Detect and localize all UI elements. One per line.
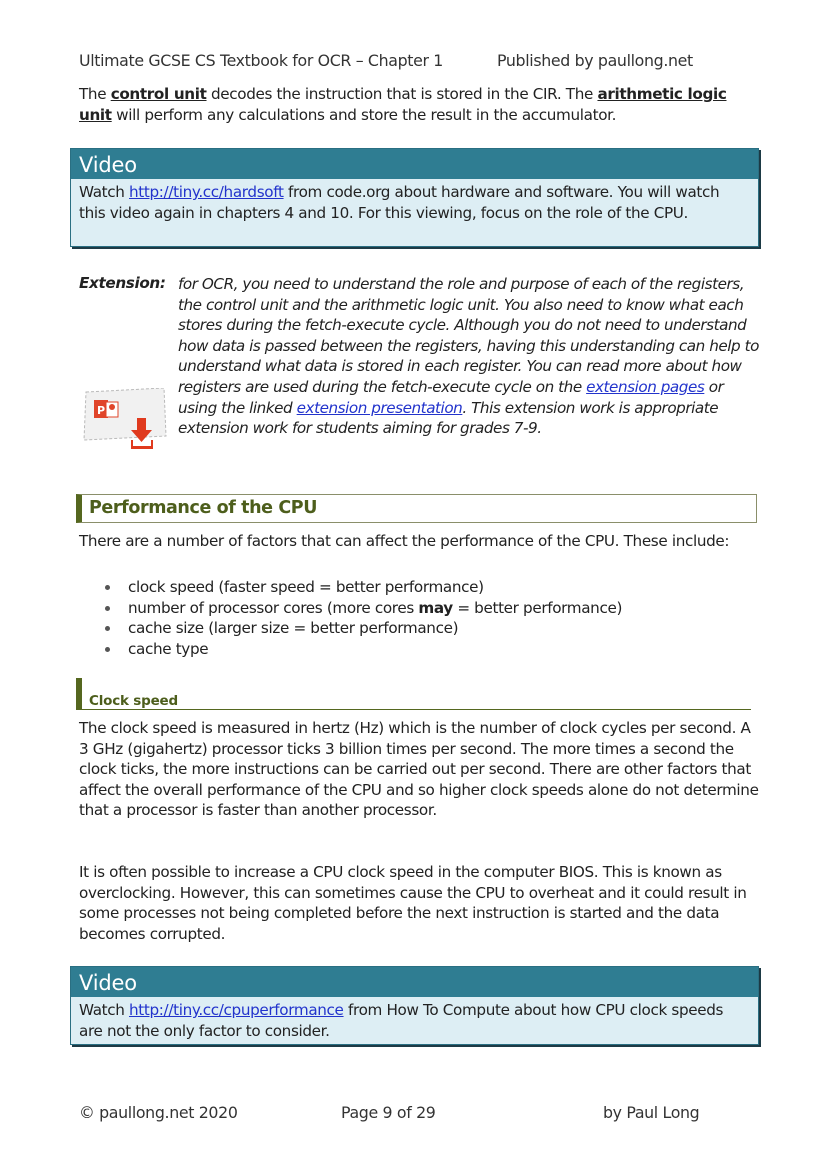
text: The — [79, 85, 111, 103]
extension-text — [178, 274, 763, 439]
text: Watch — [79, 183, 130, 201]
footer-copyright: © paullong.net 2020 — [79, 1103, 238, 1122]
term-alu: arithmetic logic unit — [79, 85, 727, 124]
list-item — [104, 618, 764, 639]
svg-text:P: P — [97, 404, 105, 417]
text: will perform any calculations and store the result in the accumulator. — [111, 105, 617, 124]
video-heading: Video — [71, 149, 758, 179]
text: clock speed (faster speed = better performance) — [128, 578, 484, 596]
text: or using the linked — [178, 377, 724, 417]
hardsoft-link[interactable]: http://tiny.cc/hardsoft — [129, 183, 284, 201]
performance-factors-list — [104, 577, 764, 659]
clock-speed-paragraph: The clock speed is measured in hertz (Hz) which is the number of clock cycles per second. A 3 GHz (gigahertz) processor ticks 3 billion times per second. The more times a second the clock ticks, the more instructions can be carried out per second. There are other factors that affect the overall performance of the CPU and so higher clock speeds alone do not determine that a processor is faster than another processor. — [79, 719, 759, 820]
text: for OCR, you need to understand the role and purpose of each of the registers, the control unit and the arithmetic logic unit. You also need to know what each stores during the fetch-execute cycle. Although you do not need to understand how data is passed between the registers, having this understanding can help to understand what data is stored in each register. You can read more about how registers are used during the fetch-execute cycle on the — [178, 275, 759, 396]
cpuperformance-link[interactable]: http://tiny.cc/cpuperformance — [129, 1001, 344, 1019]
text: . This extension work is appropriate extension work for students aiming for grades 7-9. — [178, 398, 719, 438]
extension-label: Extension: — [79, 274, 166, 292]
video-heading: Video — [71, 967, 758, 997]
list-item — [104, 598, 764, 619]
text: cache size (larger size = better performance) — [128, 619, 459, 638]
text: from code.org about hardware and software. You will watch this video again in chapters 4 and 10. For this viewing, focus on the role of the CPU. — [79, 183, 720, 222]
powerpoint-download-icon[interactable] — [82, 388, 168, 452]
header-publisher: Published by paullong.net — [497, 51, 693, 70]
list-item — [104, 639, 764, 660]
footer-page-number: Page 9 of 29 — [341, 1103, 436, 1122]
video-body — [71, 179, 758, 226]
term-control-unit: control unit — [110, 85, 207, 103]
overclocking-paragraph: It is often possible to increase a CPU clock speed in the computer BIOS. This is known as overclocking. However, this can sometimes cause the CPU to overheat and it could result in some processes not being completed before the next instruction is started and the data becomes corrupted. — [79, 863, 747, 943]
extension-presentation-link[interactable]: extension presentation — [296, 398, 463, 417]
text: cache type — [128, 639, 209, 658]
page-header — [79, 51, 759, 70]
subsection-heading-clock-speed: Clock speed — [76, 678, 751, 710]
text: Watch — [79, 1001, 130, 1019]
text: = better performance) — [452, 598, 623, 617]
list-item — [104, 577, 764, 598]
video-body — [71, 997, 758, 1044]
text: decodes the instruction that is stored in the CIR. The — [206, 85, 598, 103]
footer-author: by Paul Long — [603, 1103, 700, 1122]
intro-paragraph — [79, 84, 759, 125]
extension-pages-link[interactable]: extension pages — [586, 377, 705, 396]
video-box-cpuperformance — [70, 966, 759, 1045]
emphasis: may — [418, 598, 453, 617]
text: from How To Compute about how CPU clock speeds are not the only factor to consider. — [79, 1001, 724, 1040]
section-heading-performance: Performance of the CPU — [76, 494, 757, 523]
header-title: Ultimate GCSE CS Textbook for OCR – Chapter 1 — [79, 51, 443, 70]
text: number of processor cores (more cores — [128, 598, 419, 617]
performance-intro: There are a number of factors that can affect the performance of the CPU. These include: — [79, 532, 730, 550]
video-box-hardsoft — [70, 148, 759, 247]
